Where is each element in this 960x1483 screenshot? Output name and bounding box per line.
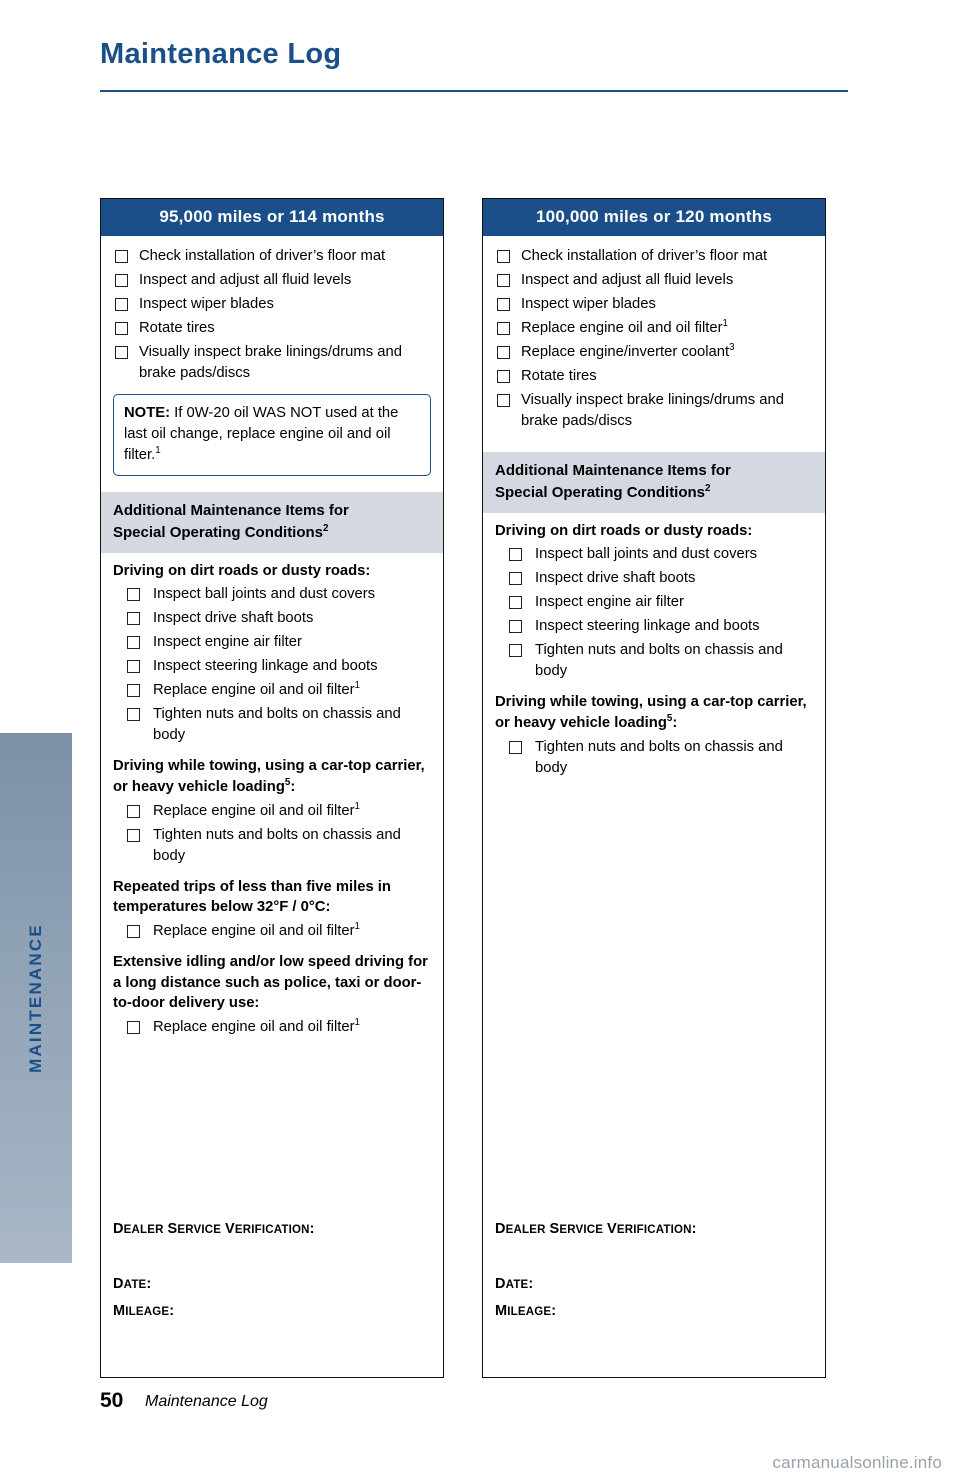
maintenance-column-95000 <box>100 198 444 1378</box>
additional-items-line1: Additional Maintenance Items for <box>495 462 731 479</box>
checklist-item[interactable] <box>495 246 813 267</box>
checklist-item-label: Replace engine oil and oil filter <box>521 320 723 336</box>
checklist-item-label: Tighten nuts and bolts on chassis and body <box>535 738 783 776</box>
checklist-item[interactable] <box>113 246 431 267</box>
checklist-item[interactable] <box>495 616 813 637</box>
checklist-item-label: Inspect wiper blades <box>139 296 274 312</box>
checkbox-icon[interactable] <box>497 394 510 407</box>
additional-items-footnote-marker: 2 <box>705 482 711 494</box>
checklist-item-label: Tighten nuts and bolts on chassis and body <box>153 706 401 744</box>
checkbox-icon[interactable] <box>497 274 510 287</box>
column-body <box>101 236 443 1336</box>
column-header: 100,000 miles or 120 months <box>483 199 825 236</box>
checklist-item[interactable] <box>113 1017 431 1038</box>
condition-heading: Repeated trips of less than five miles in temperatures below 32°F / 0°C: <box>113 878 391 916</box>
checklist-item[interactable] <box>495 270 813 291</box>
checkbox-icon[interactable] <box>127 829 140 842</box>
mileage-label: MILEAGE: <box>495 1303 557 1320</box>
checklist-item-label: Visually inspect brake linings/drums and brake pads/discs <box>139 344 402 381</box>
condition-heading: Extensive idling and/or low speed driving for a long distance such as police, taxi or door-to-door delivery use: <box>113 954 428 1012</box>
footnote-marker: 1 <box>354 800 360 812</box>
checklist-item[interactable] <box>495 390 813 432</box>
footnote-marker: 1 <box>354 680 360 692</box>
checklist-item[interactable] <box>113 608 431 629</box>
checkbox-icon[interactable] <box>497 298 510 311</box>
checklist-item[interactable] <box>495 640 813 682</box>
additional-items-header <box>483 452 825 513</box>
condition-checklist <box>495 544 813 682</box>
watermark: carmanualsonline.info <box>772 1453 942 1472</box>
checklist-item-label: Rotate tires <box>139 320 215 336</box>
checkbox-icon[interactable] <box>127 612 140 625</box>
condition-heading <box>113 756 431 797</box>
main-checklist <box>113 246 431 384</box>
checkbox-icon[interactable] <box>127 636 140 649</box>
checkbox-icon[interactable] <box>115 322 128 335</box>
checklist-item-label: Inspect ball joints and dust covers <box>153 586 376 603</box>
checkbox-icon[interactable] <box>127 805 140 818</box>
checklist-item[interactable] <box>495 366 813 387</box>
checklist-item[interactable] <box>113 342 431 384</box>
checkbox-icon[interactable] <box>509 620 522 633</box>
section-tab-label: MAINTENANCE <box>26 923 45 1073</box>
checklist-item-label: Tighten nuts and bolts on chassis and body <box>153 826 401 864</box>
checklist-item[interactable] <box>113 704 431 746</box>
page-number: 50 <box>100 1389 124 1412</box>
footnote-marker: 1 <box>722 318 728 330</box>
checklist-item-label: Check installation of driver’s floor mat <box>139 248 386 264</box>
condition-heading: Driving on dirt roads or dusty roads: <box>495 522 753 539</box>
column-header: 95,000 miles or 114 months <box>101 199 443 236</box>
checkbox-icon[interactable] <box>509 644 522 657</box>
checklist-item[interactable] <box>495 544 813 565</box>
main-checklist <box>495 246 813 432</box>
checkbox-icon[interactable] <box>497 346 510 359</box>
checklist-item[interactable] <box>113 680 431 701</box>
date-label: DATE: <box>495 1275 534 1292</box>
checkbox-icon[interactable] <box>497 250 510 263</box>
footnote-marker: 3 <box>729 342 735 354</box>
maintenance-column-100000 <box>482 198 826 1378</box>
condition-checklist <box>113 1017 431 1038</box>
checklist-item[interactable] <box>113 318 431 339</box>
checklist-item[interactable] <box>113 584 431 605</box>
checklist-item-label: Inspect wiper blades <box>521 296 656 312</box>
checklist-item-label: Inspect steering linkage and boots <box>535 618 760 635</box>
additional-items-footnote-marker: 2 <box>323 522 329 534</box>
page-title: Maintenance Log <box>100 38 342 70</box>
column-footer <box>113 1219 413 1322</box>
checkbox-icon[interactable] <box>127 1021 140 1034</box>
checkbox-icon[interactable] <box>509 596 522 609</box>
additional-items-line2: Special Operating Conditions <box>495 483 706 501</box>
checklist-item-label: Replace engine oil and oil filter <box>153 923 355 940</box>
condition-heading-tail: : <box>672 714 678 731</box>
checklist-item[interactable] <box>113 294 431 315</box>
checklist-item-label: Check installation of driver’s floor mat <box>521 248 768 264</box>
footnote-marker: 5 <box>284 776 291 788</box>
condition-heading-text: Driving while towing, using a car-top carrier, or heavy vehicle loading <box>113 758 425 795</box>
condition-heading-tail: : <box>290 778 296 795</box>
checkbox-icon[interactable] <box>127 660 140 673</box>
checklist-item[interactable] <box>495 318 813 339</box>
footnote-marker: 1 <box>354 921 360 933</box>
checklist-item-label: Replace engine oil and oil filter <box>153 1019 355 1036</box>
condition-checklist <box>113 921 431 942</box>
dealer-service-verification-label: DEALER SERVICE VERIFICATION: <box>495 1221 697 1238</box>
column-body <box>483 236 825 1336</box>
date-label: DATE: <box>113 1275 152 1292</box>
checklist-item-label: Rotate tires <box>521 368 597 384</box>
checklist-item-label: Replace engine/inverter coolant <box>521 344 730 360</box>
column-footer <box>495 1219 795 1322</box>
condition-checklist <box>495 737 813 779</box>
additional-items-header <box>101 492 443 553</box>
checklist-item[interactable] <box>113 632 431 653</box>
checklist-item[interactable] <box>495 294 813 315</box>
title-divider <box>100 90 848 92</box>
checklist-item[interactable] <box>113 656 431 677</box>
footnote-marker: 1 <box>354 1017 360 1029</box>
checkbox-icon[interactable] <box>509 548 522 561</box>
checkbox-icon[interactable] <box>127 925 140 938</box>
condition-heading-text: Driving while towing, using a car-top carrier, or heavy vehicle loading <box>495 694 807 731</box>
checkbox-icon[interactable] <box>509 741 522 754</box>
condition-heading <box>495 692 813 733</box>
checkbox-icon[interactable] <box>497 370 510 383</box>
additional-items-line2: Special Operating Conditions <box>113 523 324 541</box>
checklist-item-label: Inspect engine air filter <box>153 634 302 651</box>
checkbox-icon[interactable] <box>497 322 510 335</box>
checklist-item-label: Inspect and adjust all fluid levels <box>521 272 734 288</box>
checkbox-icon[interactable] <box>115 346 128 359</box>
checklist-item[interactable] <box>113 270 431 291</box>
checklist-item-label: Visually inspect brake linings/drums and brake pads/discs <box>521 392 784 429</box>
checklist-item[interactable] <box>495 342 813 363</box>
checklist-item-label: Inspect ball joints and dust covers <box>535 546 758 563</box>
note-text: If 0W-20 oil WAS NOT used at the last oil change, replace engine oil and oil filter. <box>124 405 399 463</box>
mileage-label: MILEAGE: <box>113 1303 175 1320</box>
checkbox-icon[interactable] <box>115 274 128 287</box>
checklist-item-label: Inspect drive shaft boots <box>535 570 696 587</box>
note-footnote-marker: 1 <box>155 445 161 457</box>
dealer-service-verification-label: DEALER SERVICE VERIFICATION: <box>113 1221 315 1238</box>
checklist-item-label: Inspect and adjust all fluid levels <box>139 272 352 288</box>
checklist-item[interactable] <box>113 921 431 942</box>
checklist-item-label: Tighten nuts and bolts on chassis and body <box>535 642 783 680</box>
checkbox-icon[interactable] <box>115 250 128 263</box>
checkbox-icon[interactable] <box>509 572 522 585</box>
note-box <box>113 394 431 476</box>
footnote-marker: 5 <box>666 712 673 724</box>
checklist-item[interactable] <box>495 592 813 613</box>
page-footer-label: Maintenance Log <box>145 1393 268 1410</box>
checkbox-icon[interactable] <box>127 684 140 697</box>
checklist-item[interactable] <box>495 737 813 779</box>
additional-items-line1: Additional Maintenance Items for <box>113 502 349 519</box>
checkbox-icon[interactable] <box>127 708 140 721</box>
checklist-item[interactable] <box>495 568 813 589</box>
checklist-item-label: Inspect engine air filter <box>535 594 684 611</box>
checkbox-icon[interactable] <box>115 298 128 311</box>
checklist-item[interactable] <box>113 825 431 867</box>
checkbox-icon[interactable] <box>127 588 140 601</box>
note-label: NOTE: <box>124 405 171 421</box>
checklist-item-label: Replace engine oil and oil filter <box>153 682 355 699</box>
checklist-item-label: Replace engine oil and oil filter <box>153 802 355 819</box>
checklist-item-label: Inspect drive shaft boots <box>153 610 314 627</box>
checklist-item[interactable] <box>113 801 431 822</box>
checklist-item-label: Inspect steering linkage and boots <box>153 658 378 675</box>
condition-checklist <box>113 584 431 746</box>
condition-checklist <box>113 801 431 867</box>
condition-heading: Driving on dirt roads or dusty roads: <box>113 562 371 579</box>
